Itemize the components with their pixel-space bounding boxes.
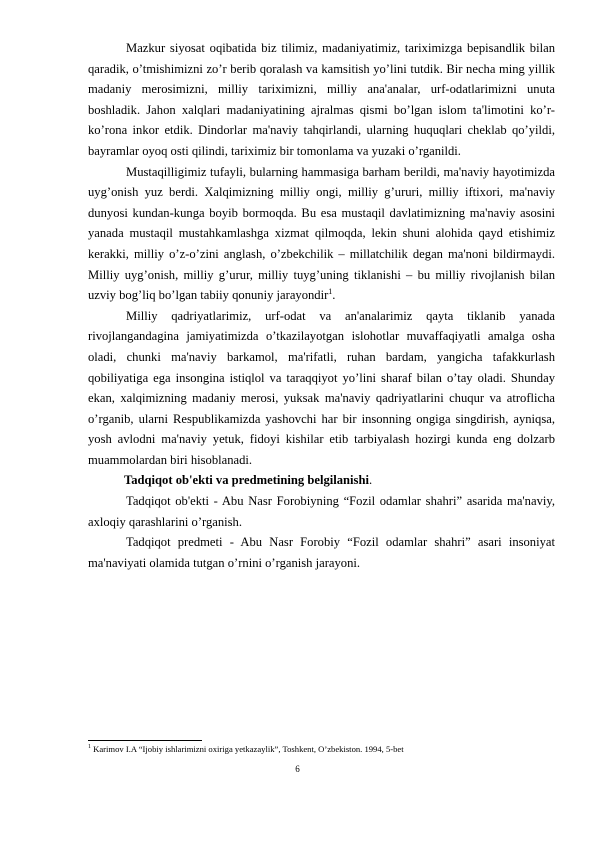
paragraph-1: Mazkur siyosat oqibatida biz tilimiz, madaniyatimiz, tariximizga bepisandlik bilan qaradik, o’tmishimizni zo’r berib qoralash va kamsitish yo’lini tutdik. Bir necha ming yillik madaniy merosimizni, milliy tariximizni, milliy ana'analar, urf-odatlarimizni unuta boshladik. Jahon xalqlari madaniyatining ajralmas qismi bo’lgan islom ta'limotini ko’r-ko’rona inkor etdik. Dindorlar ma'naviy tahqirlandi, ularning huquqlari cheklab qo’yildi, bayramlar oyoq osti qilindi, tariximiz bir tomonlama va yuzaki o’rganildi. [88,41,555,158]
page-body [88,38,555,573]
footnote-marker: 1 [88,744,91,751]
section-heading [88,470,555,491]
section-heading-tail: . [368,473,373,488]
page-number: 6 [295,764,300,774]
research-subject-paragraph: Tadqiqot predmeti - Abu Nasr Forobiy “Fozil odamlar shahri” asari insoniyat ma'naviyati olamida tutgan o’rnini o’rganish jarayoni. [88,535,555,570]
footnote [88,744,555,755]
footnote-reference[interactable]: 1 [328,286,333,296]
paragraph-2-end: . [332,288,336,303]
footnote-divider [88,740,202,741]
research-object-paragraph: Tadqiqot ob'ekti - Abu Nasr Forobiyning “Fozil odamlar shahri” asarida ma'naviy, axloqiy qarashlarini o’rganish. [88,494,555,529]
section-heading-text: Tadqiqot ob'ekti va predmetining belgilanishi [124,473,369,488]
paragraph-2-text: Mustaqilligimiz tufayli, bularning hammasiga barham berildi, ma'naviy hayotimizda uyg’onish yuz berdi. Xalqimizning milliy ongi, milliy g’ururi, milliy iftixori, ma'naviy dunyosi kundan-kunga boyib bormoqda. Bu esa mustaqil davlatimizning ma'naviy asosini yanada mustaqil mustahkamlashga xizmat qilmoqda, lekin shuni alohida qayd etishimiz kerakki, milliy o’z-o’zini anglash, o’zbekchilik – millatchilik degan ma'noni bildirmaydi. Milliy uyg’onish, milliy g’urur, milliy tuyg’uning tiklanishi – bu milliy rivojlanish bilan uzviy bog’liq bo’lgan tabiiy qonuniy jarayondir [88,164,555,303]
paragraph-3: Milliy qadriyatlarimiz, urf-odat va an'analarimiz qayta tiklanib yanada rivojlangandagina jamiyatimizda o’tkazilayotgan islohotlar muvaffaqiyatli amalga osha oladi, chunki ma'naviy barkamol, ma'rifatli, ruhan bardam, yangicha tafakkurlash qobiliyatiga ega insongina istiqlol va taraqqiyot yo’lini sharaf bilan o’tay oladi. Shunday ekan, xalqimizning madaniy merosi, yuksak ma'naviy qadriyatlarini chuqur va atroflicha o’rganib, ularni Respublikamizda yashovchi har bir insonning ongiga singdirish, ayniqsa, yosh avlodni ma'naviy yetuk, fidoyi kishilar etib tarbiyalash hozirgi kunda eng dolzarb muammolardan biri hisoblanadi. [88,308,555,467]
paragraph-2 [88,162,555,306]
footnote-text: Karimov I.A “Ijobiy ishlarimizni oxiriga yetkazaylik”, Toshkent, O’zbekiston. 1994, 5-bet [91,744,404,754]
